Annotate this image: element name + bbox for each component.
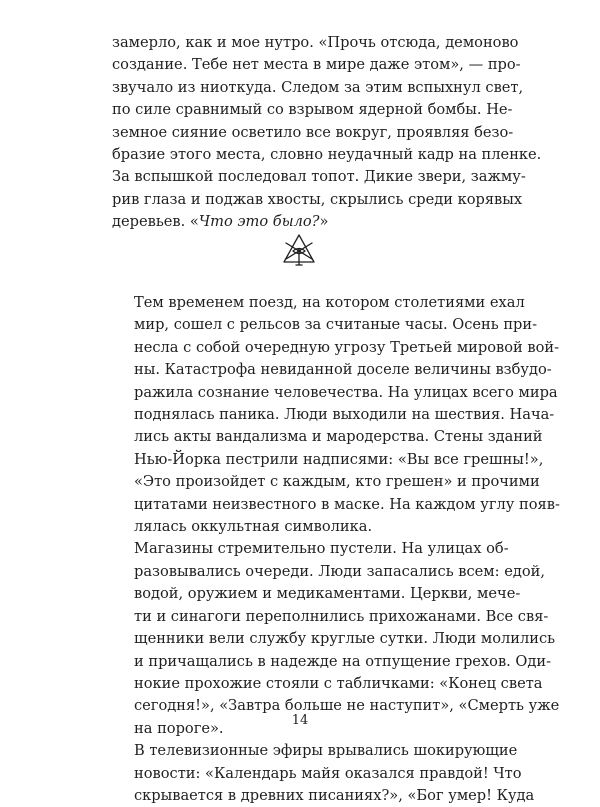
text-line: цитатами неизвестного в маске. На каждом углу появ- [134, 495, 560, 513]
text-line: нокие прохожие стояли с табличками: «Конец света [134, 674, 543, 692]
paragraph [112, 740, 535, 807]
text-line: по силе сравнимый со взрывом ядерной бомбы. Не- [112, 101, 513, 119]
text-line: сегодня!», «Завтра больше не наступит», «Смерть уже [134, 697, 560, 715]
text-line: ражила сознание человечества. На улицах всего мира [134, 383, 558, 401]
text-line: и причащались в надежде на отпущение грехов. Оди- [134, 652, 552, 670]
text-line: лись акты вандализма и мародерства. Стены зданий [134, 428, 543, 446]
text-line: на пороге». [134, 719, 224, 737]
text-line: Нью-Йорка пестрили надписями: «Вы все грешны!», [134, 450, 544, 468]
text-line: щенники вели службу круглые сутки. Люди молились [134, 630, 556, 648]
text-line: разовывались очереди. Люди запасались всем: едой, [134, 562, 545, 580]
paragraph-continued [112, 32, 542, 234]
paragraph [112, 538, 560, 740]
page-number: 14 [291, 713, 309, 728]
text-line: несла с собой очередную угрозу Третьей мировой вой- [134, 338, 560, 356]
triangle-eye-ornament-icon [281, 232, 317, 268]
text-line-last [112, 211, 486, 233]
text-line: лялась оккультная символика. [134, 518, 373, 536]
italic-question: Что это было? [198, 213, 320, 231]
text-line: ти и синагоги переполнились прихожанами. Все свя- [134, 607, 549, 625]
text-line: ны. Катастрофа невиданной доселе величины взбудо- [134, 361, 552, 379]
text-fragment: » [319, 213, 329, 231]
text-line: За вспышкой последовал топот. Дикие звери, зажму- [112, 168, 526, 186]
text-line: новости: «Календарь майя оказался правдой! Что [134, 764, 522, 782]
text-line: «Это произойдет с каждым, кто грешен» и прочими [134, 473, 540, 491]
text-line: земное сияние осветило все вокруг, проявляя безо- [112, 123, 514, 141]
text-line: Магазины стремительно пустели. На улицах об- [134, 540, 509, 558]
text-line: замерло, как и мое нутро. «Прочь отсюда, демоново [112, 34, 519, 51]
paragraph [112, 292, 560, 538]
text-line: поднялась паника. Люди выходили на шествия. Нача- [134, 406, 555, 424]
top-text-block [112, 32, 542, 234]
text-line: бразие этого места, словно неудачный кадр на пленке. [112, 146, 542, 164]
text-line: водой, оружием и медикаментами. Церкви, мече- [134, 585, 521, 603]
text-line: мир, сошел с рельсов за считаные часы. Осень при- [134, 316, 538, 334]
text-fragment: деревьев. « [112, 213, 199, 231]
main-text-block [112, 292, 560, 807]
text-line: Тем временем поезд, на котором столетиями ехал [134, 294, 525, 311]
text-line: скрывается в древних писаниях?», «Бог умер! Куда [134, 786, 535, 804]
text-line: В телевизионные эфиры врывались шокирующие [134, 742, 518, 760]
text-line: звучало из ниоткуда. Следом за этим вспыхнул свет, [112, 78, 524, 96]
text-line: создание. Тебе нет места в мире даже этом», — про- [112, 56, 521, 74]
text-line: рив глаза и поджав хвосты, скрылись среди корявых [112, 190, 523, 208]
